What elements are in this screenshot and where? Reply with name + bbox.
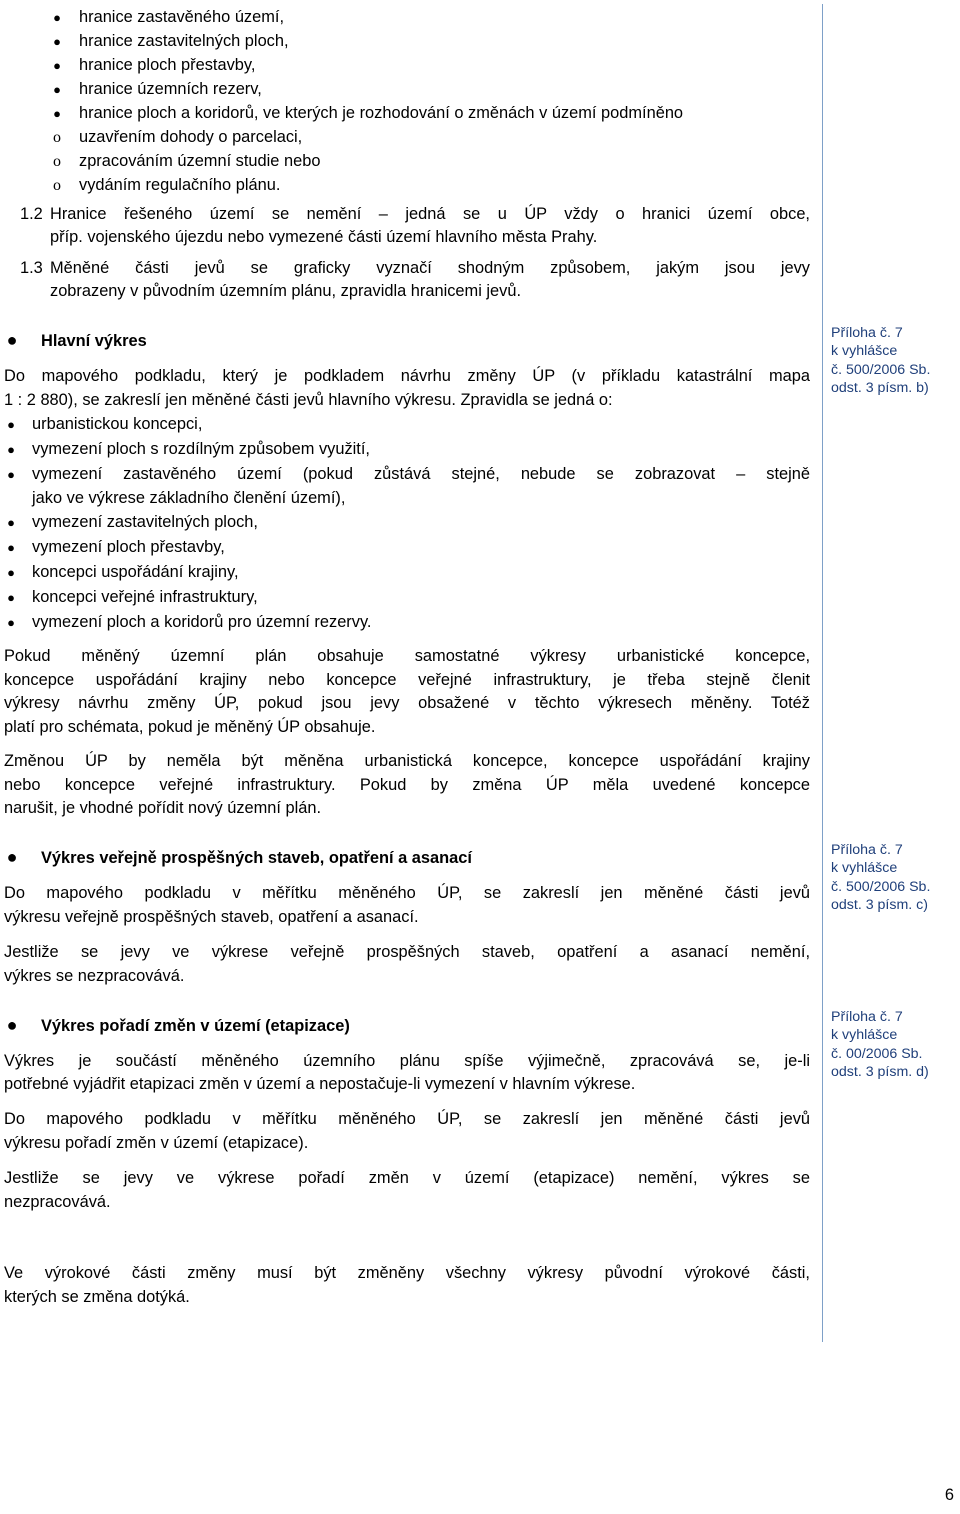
paragraph-line: Výkres je součástí měněného územního plánu spíše výjimečně, zpracovává se, je-li <box>4 1052 810 1070</box>
note-line: k vyhlášce <box>831 343 898 360</box>
note-line: k vyhlášce <box>831 860 898 877</box>
note-line: odst. 3 písm. d) <box>831 1064 929 1081</box>
paragraph-line: 1 : 2 880), se zakreslí jen měněné části jevů hlavního výkresu. Zpravidla se jedná o: <box>4 391 613 409</box>
list-item: koncepci uspořádání krajiny, <box>32 563 239 581</box>
item-number: 1.2 <box>20 205 43 223</box>
paragraph-line: Změnou ÚP by neměla být měněna urbanistická koncepce, koncepce uspořádání krajiny <box>4 752 810 770</box>
paragraph-line: Do mapového podkladu v měřítku měněného ÚP, se zakreslí jen měněné části jevů <box>4 1110 810 1128</box>
bullet-icon: ● <box>53 58 61 73</box>
paragraph-line: Do mapového podkladu, který je podkladem návrhu změny ÚP (v příkladu katastrální mapa <box>4 367 810 385</box>
paragraph-line: výkresy návrhu změny ÚP, pokud jsou jevy obsažené v těchto výkresech měněny. Totéž <box>4 694 810 712</box>
paragraph-line: Do mapového podkladu v měřítku měněného ÚP, se zakreslí jen měněné části jevů <box>4 884 810 902</box>
item-text-line: Měněné části jevů se graficky vyznačí shodným způsobem, jakým jsou jevy <box>50 259 810 277</box>
section-heading: Výkres pořadí změn v území (etapizace) <box>41 1017 350 1035</box>
bullet-icon: ● <box>7 540 15 555</box>
bullet-icon: ● <box>7 615 15 630</box>
section-bullet-icon: ● <box>6 1015 18 1035</box>
bullet-icon: ● <box>7 442 15 457</box>
list-item: hranice územních rezerv, <box>79 80 262 98</box>
bullet-icon: ● <box>53 82 61 97</box>
bullet-icon: ● <box>7 565 15 580</box>
paragraph-line: kterých se změna dotýká. <box>4 1288 190 1306</box>
sub-list-item: zpracováním územní studie nebo <box>79 152 321 170</box>
margin-reference-note <box>831 1008 956 1082</box>
list-item: hranice ploch přestavby, <box>79 56 256 74</box>
item-text-line: příp. vojenského újezdu nebo vymezené části území hlavního města Prahy. <box>50 228 598 246</box>
bullet-icon: ● <box>7 515 15 530</box>
list-item: vymezení ploch a koridorů pro územní rezervy. <box>32 613 372 631</box>
paragraph-line: koncepce uspořádání krajiny nebo koncepce veřejné infrastruktury, je třeba stejně členit <box>4 671 810 689</box>
sub-bullet-icon: o <box>53 153 61 170</box>
note-line: Příloha č. 7 <box>831 842 903 858</box>
bullet-icon: ● <box>7 417 15 432</box>
note-line: k vyhlášce <box>831 1027 898 1044</box>
sub-bullet-icon: o <box>53 177 61 194</box>
list-item: koncepci veřejné infrastruktury, <box>32 588 258 606</box>
note-line: č. 500/2006 Sb. <box>831 878 931 895</box>
list-item: hranice zastavěného území, <box>79 8 285 26</box>
list-item-continuation: jako ve výkrese základního členění území), <box>32 489 346 507</box>
item-number: 1.3 <box>20 259 43 277</box>
list-item: vymezení ploch přestavby, <box>32 538 225 556</box>
bullet-icon: ● <box>7 467 15 482</box>
note-line: Příloha č. 7 <box>831 325 903 341</box>
margin-rule <box>822 4 823 1342</box>
section-heading: Výkres veřejně prospěšných staveb, opatření a asanací <box>41 849 472 867</box>
list-item: urbanistickou koncepci, <box>32 415 203 433</box>
item-text-line: Hranice řešeného území se nemění – jedná se u ÚP vždy o hranici území obce, <box>50 205 810 223</box>
paragraph-line: narušit, je vhodné pořídit nový územní plán. <box>4 799 322 817</box>
paragraph-line: platí pro schémata, pokud je měněný ÚP obsahuje. <box>4 718 376 736</box>
note-line: odst. 3 písm. b) <box>831 380 929 397</box>
paragraph-line: Ve výrokové části změny musí být změněny všechny výkresy původní výrokové části, <box>4 1264 810 1282</box>
note-line: č. 00/2006 Sb. <box>831 1045 923 1062</box>
paragraph-line: výkresu pořadí změn v území (etapizace). <box>4 1134 309 1152</box>
item-text-line: zobrazeny v původním územním plánu, zpravidla hranicemi jevů. <box>50 282 522 300</box>
bullet-icon: ● <box>7 590 15 605</box>
paragraph-line: nebo koncepce veřejné infrastruktury. Pokud by změna ÚP měla uvedené koncepce <box>4 776 810 794</box>
sub-bullet-icon: o <box>53 129 61 146</box>
list-item: vymezení zastavitelných ploch, <box>32 513 258 531</box>
note-line: odst. 3 písm. c) <box>831 897 928 914</box>
paragraph-line: Pokud měněný územní plán obsahuje samostatné výkresy urbanistické koncepce, <box>4 647 810 665</box>
note-line: č. 500/2006 Sb. <box>831 361 931 378</box>
paragraph-line: výkresu veřejně prospěšných staveb, opatření a asanací. <box>4 908 419 926</box>
section-bullet-icon: ● <box>6 847 18 867</box>
bullet-icon: ● <box>53 106 61 121</box>
bullet-icon: ● <box>53 34 61 49</box>
margin-reference-note <box>831 324 956 398</box>
list-item: vymezení ploch s rozdílným způsobem využití, <box>32 440 370 458</box>
section-bullet-icon: ● <box>6 330 18 350</box>
margin-reference-note <box>831 841 956 915</box>
note-line: Příloha č. 7 <box>831 1009 903 1025</box>
bullet-icon: ● <box>53 10 61 25</box>
paragraph-line: Jestliže se jevy ve výkrese veřejně prospěšných staveb, opatření a asanací nemění, <box>4 943 810 961</box>
paragraph-line: Jestliže se jevy ve výkrese pořadí změn v území (etapizace) nemění, výkres se <box>4 1169 810 1187</box>
paragraph-line: nezpracovává. <box>4 1193 111 1211</box>
paragraph-line: výkres se nezpracovává. <box>4 967 185 985</box>
paragraph-line: potřebné vyjádřit etapizaci změn v území a nepostačuje-li vymezení v hlavním výkrese. <box>4 1075 636 1093</box>
sub-list-item: vydáním regulačního plánu. <box>79 176 281 194</box>
section-heading: Hlavní výkres <box>41 332 147 350</box>
sub-list-item: uzavřením dohody o parcelaci, <box>79 128 303 146</box>
list-item: hranice zastavitelných ploch, <box>79 32 289 50</box>
page-number: 6 <box>944 1486 954 1504</box>
list-item: hranice ploch a koridorů, ve kterých je rozhodování o změnách v území podmíněno <box>79 104 684 122</box>
list-item: vymezení zastavěného území (pokud zůstává stejné, nebude se zobrazovat – stejně <box>32 465 810 483</box>
